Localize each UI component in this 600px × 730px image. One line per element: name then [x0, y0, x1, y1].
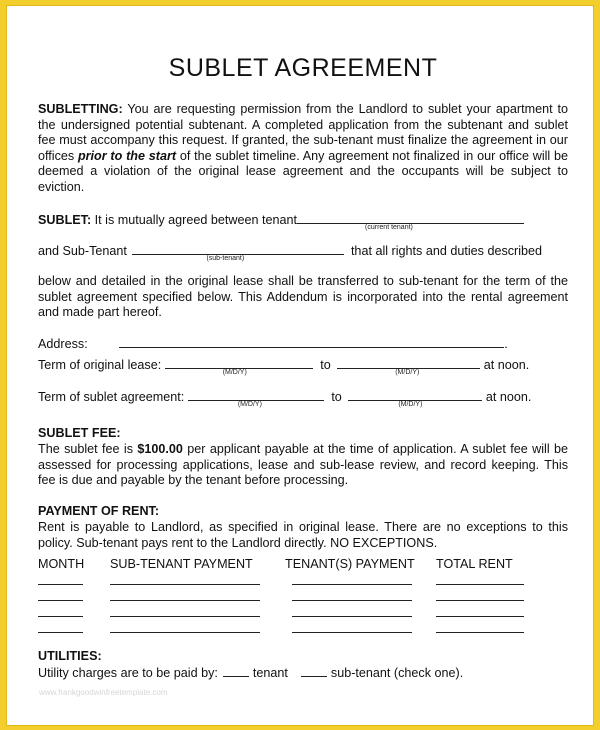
col-month: MONTH — [38, 557, 85, 571]
watermark-text: www.frankgoodwinfreetemplate.com — [39, 688, 168, 697]
sublet-term-end-field[interactable] — [348, 389, 482, 408]
subtenant-label: and Sub-Tenant — [38, 244, 127, 258]
sublet-term-start-caption: (M/D/Y) — [237, 401, 262, 408]
row4-tenant[interactable] — [292, 632, 412, 633]
sublet-term-noon: at noon. — [485, 390, 532, 404]
row4-month[interactable] — [38, 632, 83, 633]
utilities-line — [38, 665, 568, 682]
original-lease-start-caption: (M/D/Y) — [222, 369, 247, 376]
col-tenant-payment: TENANT(S) PAYMENT — [285, 557, 415, 571]
original-lease-to: to — [320, 358, 331, 372]
subletting-section — [38, 102, 568, 196]
row3-total[interactable] — [436, 616, 524, 617]
sublet-fee-text-a: The sublet fee is — [38, 442, 138, 456]
row2-tenant[interactable] — [292, 600, 412, 601]
sublet-term-label: Term of sublet agreement: — [38, 390, 185, 404]
sublet-heading: SUBLET: — [38, 213, 92, 227]
payment-heading-text: PAYMENT OF RENT: — [38, 504, 160, 518]
payment-paragraph: Rent is payable to Landlord, as specified in original lease. There are no exceptions to this policy. Sub-tenant pays rent to the Landlord directly. NO EXCEPTIONS. — [38, 520, 568, 550]
row4-total[interactable] — [436, 632, 524, 633]
original-lease-start-field[interactable] — [165, 357, 313, 376]
sublet-fee-paragraph — [38, 442, 568, 489]
sublet-term-end-caption: (M/D/Y) — [398, 401, 423, 408]
row3-tenant[interactable] — [292, 616, 412, 617]
document-title: SUBLET AGREEMENT — [168, 54, 438, 82]
address-line — [38, 336, 568, 353]
sublet-paragraph: below and detailed in the original lease shall be transferred to sub-tenant for the term of the sublet agreement specified below. This Addendum is incorporated into the rental agreement and made part hereof. — [38, 274, 568, 320]
subletting-text-a: You are requesting permission from the Landlord to sublet your apartment to the undersigned potential subtenant. A completed application from the subtenant and sublet fee must accompany this request. If granted, the sub-tenant must finalize the agreement in our offices — [38, 102, 568, 163]
utilities-text: Utility charges are to be paid by: — [38, 666, 218, 680]
original-lease-label: Term of original lease: — [38, 358, 162, 372]
sublet-term-start-field[interactable] — [188, 389, 324, 408]
sublet-term-to: to — [331, 390, 342, 404]
sublet-line-2 — [38, 243, 568, 260]
col-subtenant-payment: SUB-TENANT PAYMENT — [110, 557, 253, 571]
row2-month[interactable] — [38, 600, 83, 601]
original-lease-end-field[interactable] — [337, 357, 480, 376]
payment-heading — [38, 504, 568, 520]
row1-subtenant[interactable] — [110, 584, 260, 585]
original-lease-end-caption: (M/D/Y) — [395, 369, 420, 376]
row1-tenant[interactable] — [292, 584, 412, 585]
sublet-line2-text: that all rights and duties described — [350, 244, 543, 258]
row1-total[interactable] — [436, 584, 524, 585]
address-period: . — [504, 337, 508, 351]
sublet-line-1 — [38, 212, 568, 229]
address-label: Address: — [38, 337, 88, 351]
row3-month[interactable] — [38, 616, 83, 617]
row3-subtenant[interactable] — [110, 616, 260, 617]
subletting-text-b: of the sublet timeline. Any agreement not finalized in our office will be deemed a violation of the original lease agreement and the occupants will be subject to eviction. — [38, 148, 569, 194]
sublet-fee-heading-text: SUBLET FEE: — [38, 426, 121, 440]
subletting-emphasis: prior to the start — [77, 148, 177, 163]
subletting-heading: SUBLETTING: — [38, 102, 123, 116]
utilities-heading-text: UTILITIES: — [38, 649, 102, 663]
payment-table — [38, 557, 568, 627]
sublet-fee-text-b: per applicant payable at the time of application. A sublet fee will be assessed for processing applications, lease and sub-lease review, and record keeping. This fee is due and payable by the tenant before processing. — [38, 442, 569, 488]
current-tenant-field[interactable] — [297, 212, 524, 231]
utilities-tenant: tenant — [252, 666, 288, 680]
tenant-check-field[interactable] — [223, 665, 249, 677]
document-page — [6, 5, 594, 726]
original-lease-noon: at noon. — [483, 358, 530, 372]
row2-total[interactable] — [436, 600, 524, 601]
sublet-term-line — [38, 389, 568, 406]
utilities-subtenant: sub-tenant (check one). — [330, 666, 464, 680]
subtenant-caption: (sub-tenant) — [206, 255, 245, 262]
original-lease-line — [38, 357, 568, 374]
sublet-fee-heading — [38, 426, 568, 442]
subtenant-check-field[interactable] — [301, 665, 327, 677]
subtenant-field[interactable] — [132, 243, 344, 262]
row4-subtenant[interactable] — [110, 632, 260, 633]
utilities-heading — [38, 649, 568, 665]
current-tenant-caption: (current tenant) — [365, 224, 413, 231]
row1-month[interactable] — [38, 584, 83, 585]
sublet-line1-text: It is mutually agreed between tenant — [91, 213, 298, 227]
col-total-rent: TOTAL RENT — [436, 557, 513, 571]
sublet-fee-amount: $100.00 — [137, 442, 183, 456]
address-field[interactable] — [119, 336, 504, 348]
row2-subtenant[interactable] — [110, 600, 260, 601]
